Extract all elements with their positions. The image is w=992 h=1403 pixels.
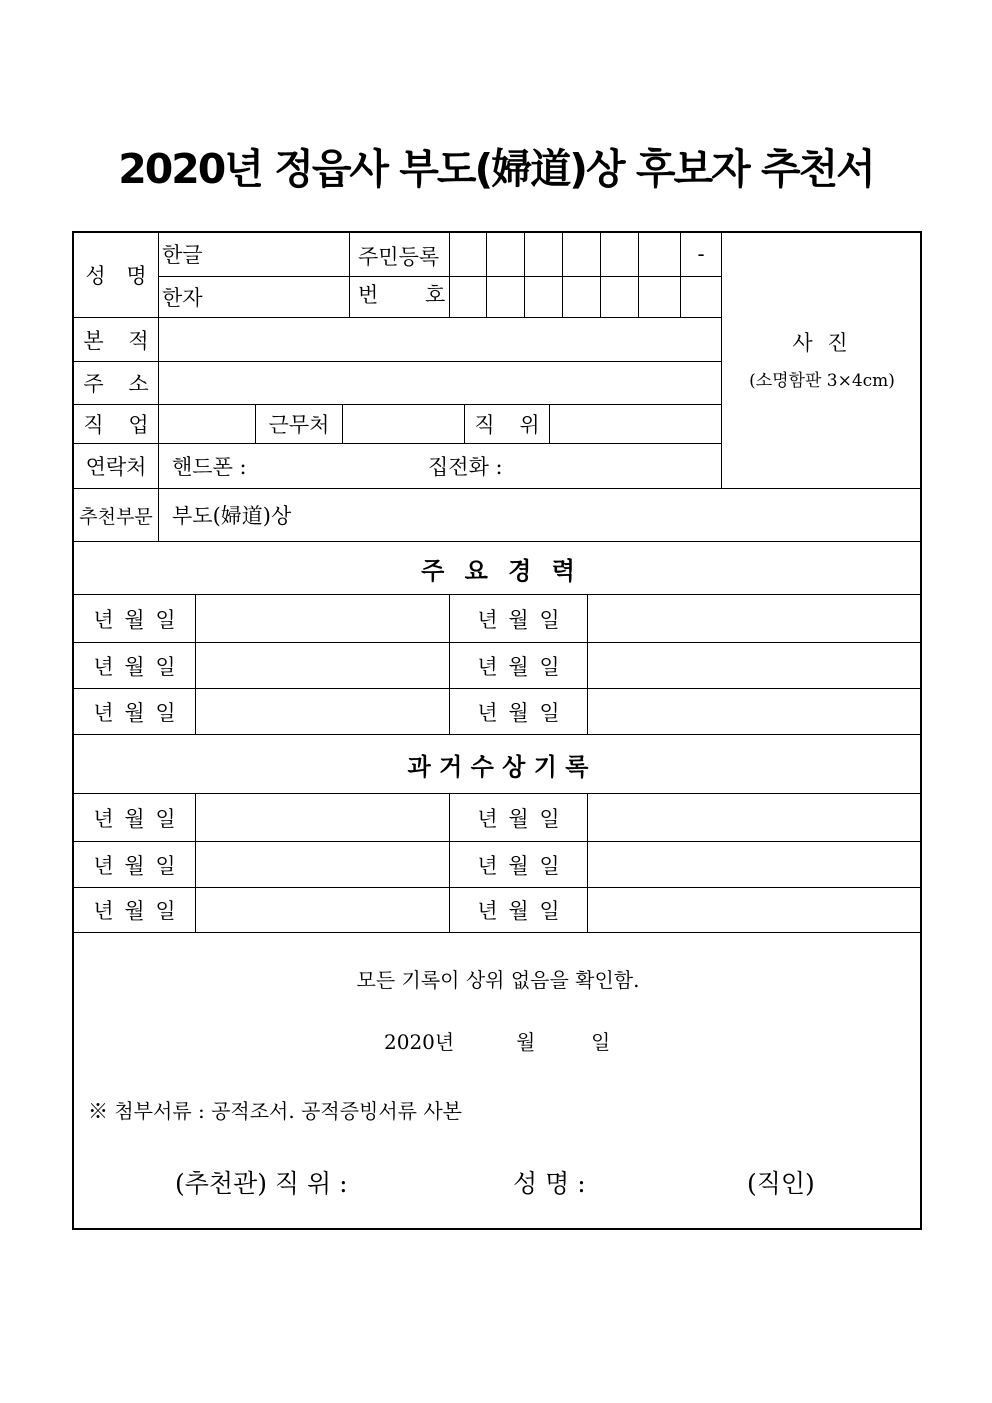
career-right-date: 년 월 일 <box>477 654 560 679</box>
divider <box>587 793 588 932</box>
divider <box>486 232 487 317</box>
divider <box>158 232 159 542</box>
workplace-label: 근무처 <box>268 413 330 437</box>
position-label: 직 위 <box>474 413 540 437</box>
rrn-label: 주민등록 <box>358 245 440 269</box>
recommender-name: 성 명 : <box>513 1169 586 1198</box>
divider <box>195 793 196 932</box>
date-month: 월 <box>516 1029 536 1054</box>
photo-size: (소명함판 3×4cm) <box>749 370 895 391</box>
career-left-date: 년 월 일 <box>93 607 176 632</box>
divider <box>73 404 721 405</box>
date-year: 2020년 <box>384 1029 455 1054</box>
career-left-date: 년 월 일 <box>93 700 176 725</box>
date-day: 일 <box>591 1029 611 1054</box>
awards-heading: 과 거 수 상 기 록 <box>407 752 589 781</box>
attachments-note: ※ 첨부서류 : 공적조서. 공적증빙서류 사본 <box>88 1098 463 1123</box>
awards-left-date: 년 월 일 <box>93 806 176 831</box>
rrn-label-2: 번 호 <box>358 283 446 307</box>
divider <box>524 232 525 317</box>
awards-right-date: 년 월 일 <box>477 853 560 878</box>
hangul-label: 한글 <box>162 243 203 267</box>
awards-right-date: 년 월 일 <box>477 806 560 831</box>
awards-right-date: 년 월 일 <box>477 899 560 923</box>
divider <box>449 232 450 317</box>
address-label: 주 소 <box>83 372 149 396</box>
document-title: 2020년 정읍사 부도(婦道)상 후보자 추천서 <box>118 145 874 193</box>
photo-label: 사 진 <box>792 331 852 355</box>
category-value: 부도(婦道)상 <box>172 504 292 528</box>
divider <box>73 932 922 933</box>
job-label: 직 업 <box>83 413 149 437</box>
home-phone-label: 집전화 : <box>428 455 503 479</box>
awards-left-date: 년 월 일 <box>93 853 176 878</box>
divider <box>600 232 601 317</box>
confirmation-text: 모든 기록이 상위 없음을 확인함. <box>356 967 640 992</box>
seal-label: (직인) <box>747 1169 815 1198</box>
divider <box>587 594 588 734</box>
category-label: 추천부문 <box>79 505 153 528</box>
hometown-label: 본 적 <box>83 328 149 353</box>
awards-left-date: 년 월 일 <box>93 899 176 923</box>
career-left-date: 년 월 일 <box>93 654 176 679</box>
divider <box>73 317 721 318</box>
name-label: 성 명 <box>85 263 147 288</box>
mobile-label: 핸드폰 : <box>172 455 247 479</box>
divider <box>349 232 350 317</box>
career-right-date: 년 월 일 <box>477 607 560 632</box>
divider <box>549 404 550 443</box>
career-right-date: 년 월 일 <box>477 700 560 725</box>
contact-label: 연락처 <box>85 455 147 479</box>
divider <box>342 404 343 443</box>
divider <box>562 232 563 317</box>
divider <box>195 594 196 734</box>
divider <box>638 232 639 317</box>
career-heading: 주 요 경 력 <box>421 556 575 585</box>
recommender-position: (추천관) 직 위 : <box>175 1169 348 1198</box>
rrn-dash: - <box>697 242 705 266</box>
divider <box>73 361 721 362</box>
divider <box>73 443 721 444</box>
hanja-label: 한자 <box>162 286 203 310</box>
